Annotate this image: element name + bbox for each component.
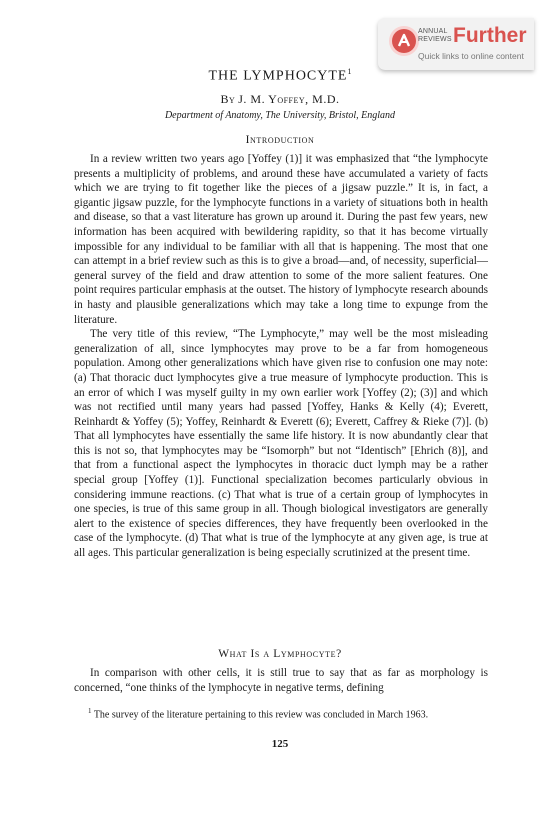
- introduction-body: [74, 152, 488, 561]
- badge-publisher: [418, 28, 452, 44]
- section-heading-what-is-a-lymphocyte: What Is a Lymphocyte?: [218, 648, 342, 660]
- badge-reviews-label: REVIEWS: [418, 36, 452, 43]
- article-title-text: THE LYMPHOCYTE: [208, 68, 348, 84]
- article-title: [0, 67, 560, 85]
- annual-reviews-logo-icon: [392, 29, 416, 53]
- further-links-badge[interactable]: [378, 18, 534, 70]
- footnote: [74, 705, 488, 721]
- badge-further-label: Further: [453, 24, 527, 47]
- paragraph: In comparison with other cells, it is still true to say that as far as morphology is concerned, “one thinks of the lymphocyte in negative terms, defining: [74, 667, 488, 694]
- title-footnote-marker[interactable]: 1: [347, 67, 352, 76]
- author-affiliation: Department of Anatomy, The University, Bristol, England: [164, 110, 396, 121]
- badge-subtitle: Quick links to online content: [418, 51, 524, 61]
- footnote-marker: 1: [88, 707, 92, 715]
- section-heading-introduction: Introduction: [245, 134, 315, 146]
- badge-annual-label: ANNUAL: [418, 28, 448, 35]
- author-line: [0, 92, 560, 107]
- page-number: 125: [271, 738, 289, 750]
- paragraph: In a review written two years ago [Yoffey (1)] it was emphasized that “the lymphocyte presents a multiplicity of problems, and around these have accumulated a variety of facts which we are trying to fit together like the pieces of a jigsaw puzzle.” It is, in fact, a gigantic jigsaw puzzle, for the lymphocyte functions in a variety of situations both in health and disease, so that a vast literature has grown up around it. During the past few years, new information has been acquired with bewildering rapidity, so that it has become virtually impossible for any individual to be familiar with all that is happening. The most that one can attempt in a brief review such as this is to give a broad—and, of necessity, superficial—general survey of the field and draw attention to some of the more salient features. One point requires particular emphasis at the outset. The history of lymphocyte research abounds in hasty and plausible generalizations which may take a long time to expunge from the literature.: [74, 153, 488, 326]
- author-by: By: [220, 92, 236, 106]
- footnote-text: The survey of the literature pertaining to this review was concluded in March 1963.: [93, 709, 429, 721]
- author-name: J. M. Yoffey, M.D.: [238, 92, 340, 106]
- what-is-body: [74, 666, 488, 695]
- paragraph: The very title of this review, “The Lymphocyte,” may well be the most misleading generalization of all, since lymphocytes may prove to be a far from homogeneous population. Among other generalizations which have given rise to confusion one may note: (a) That thoracic duct lymphocytes give a true measure of lymphocyte production. This is an error of which I was myself guilty in my own earlier work [Yoffey (2); (3)] and which was not rectified until many years had passed [Yoffey, Hanks & Kelly (4); Everett, Reinhardt & Yoffey (5); Yoffey, Reinhardt & Everett (6); Everett, Caffrey & Rieke (7)]. (b) That all lymphocytes have essentially the same life history. It is now abundantly clear that this is not so, that lymphocytes may be “Isomorph” but not “Identisch” [Ehrich (8)], and that from a functional aspect the lymphocytes in thoracic duct lymph may be a rather special group [Yoffey (1)]. Functional specialization becomes particularly obvious in considering immune reactions. (c) That what is true of a certain group of lymphocytes in one species, is true of this same group in all. Though biological investigators are generally alert to the existence of species differences, they have frequently been overlooked in the case of the lymphocyte. (d) That what is true of the lymphocyte at any given age, is true at all ages. This particular generalization is being especially scrutinized at the present time.: [74, 328, 488, 560]
